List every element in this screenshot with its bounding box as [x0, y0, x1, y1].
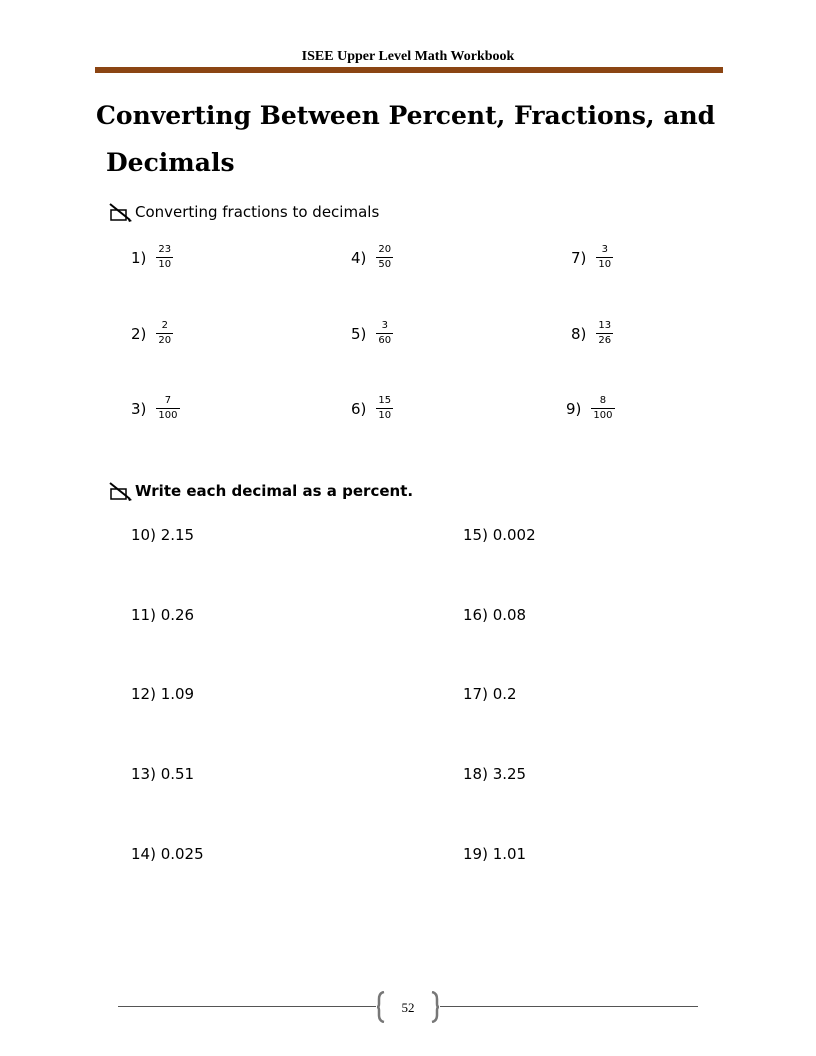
fraction-problem — [351, 320, 393, 347]
footer-rule-right — [440, 1006, 698, 1007]
pencil-icon — [108, 201, 134, 223]
numerator: 20 — [378, 244, 392, 255]
fraction — [156, 395, 179, 422]
problem-number: 4) — [351, 248, 367, 267]
denominator: 60 — [378, 335, 392, 346]
decimal-problem: 10) 2.15 — [131, 526, 195, 544]
page-title-line1: Converting Between Percent, Fractions, and — [96, 101, 716, 130]
footer-rule-left — [118, 1006, 376, 1007]
pencil-icon — [108, 480, 134, 502]
decimal-problem: 12) 1.09 — [131, 685, 195, 703]
header-title: ISEE Upper Level Math Workbook — [301, 49, 515, 64]
denominator: 50 — [378, 259, 392, 270]
page-number: 52 — [401, 1000, 415, 1015]
fraction — [596, 244, 613, 271]
right-brace-icon — [430, 991, 440, 1023]
decimal-problem: 18) 3.25 — [463, 765, 527, 783]
page-title — [96, 92, 736, 186]
section-heading-label: Write each decimal as a percent. — [135, 482, 414, 500]
denominator: 10 — [598, 259, 612, 270]
decimal-problem: 17) 0.2 — [463, 685, 517, 703]
numerator: 23 — [158, 244, 172, 255]
left-brace-icon — [376, 991, 386, 1023]
problem-number: 1) — [131, 248, 147, 267]
numerator: 8 — [599, 395, 607, 406]
fraction — [596, 320, 613, 347]
denominator: 10 — [378, 410, 392, 421]
decimal-problem: 15) 0.002 — [463, 526, 536, 544]
numerator: 2 — [161, 320, 168, 331]
section-heading-decimals — [108, 480, 413, 502]
decimal-problem: 13) 0.51 — [131, 765, 195, 783]
decimal-problem: 16) 0.08 — [463, 606, 527, 624]
denominator: 100 — [158, 410, 178, 421]
problem-number: 9) — [566, 399, 582, 418]
decimal-problem: 14) 0.025 — [131, 845, 204, 863]
numerator: 7 — [164, 395, 172, 406]
numerator: 3 — [381, 320, 388, 331]
fraction — [591, 395, 614, 422]
fraction-problem — [131, 395, 180, 422]
fraction-problem — [131, 320, 173, 347]
denominator: 10 — [158, 259, 172, 270]
fraction — [156, 320, 173, 347]
problem-number: 8) — [571, 324, 587, 343]
denominator: 20 — [158, 335, 172, 346]
fraction-problem — [571, 320, 613, 347]
decimal-problem: 11) 0.26 — [131, 606, 195, 624]
fraction-problem — [351, 244, 393, 271]
fraction-problem — [131, 244, 173, 271]
fraction-problem — [351, 395, 393, 422]
numerator: 15 — [378, 395, 392, 406]
problem-number: 7) — [571, 248, 587, 267]
fraction — [376, 244, 393, 271]
section-heading-fractions — [108, 201, 379, 223]
numerator: 3 — [601, 244, 608, 255]
page-title-line2: Decimals — [106, 148, 235, 177]
problem-number: 2) — [131, 324, 147, 343]
numerator: 13 — [598, 320, 612, 331]
fraction — [376, 320, 393, 347]
denominator: 100 — [593, 410, 613, 421]
problem-number: 5) — [351, 324, 367, 343]
decimal-problem: 19) 1.01 — [463, 845, 527, 863]
fraction-problem — [571, 244, 613, 271]
header-rule — [95, 67, 723, 73]
fraction — [156, 244, 173, 271]
fraction-problem — [566, 395, 615, 422]
problem-number: 6) — [351, 399, 367, 418]
fraction — [376, 395, 393, 422]
problem-number: 3) — [131, 399, 147, 418]
section-heading-label: Converting fractions to decimals — [135, 203, 380, 221]
denominator: 26 — [598, 335, 612, 346]
